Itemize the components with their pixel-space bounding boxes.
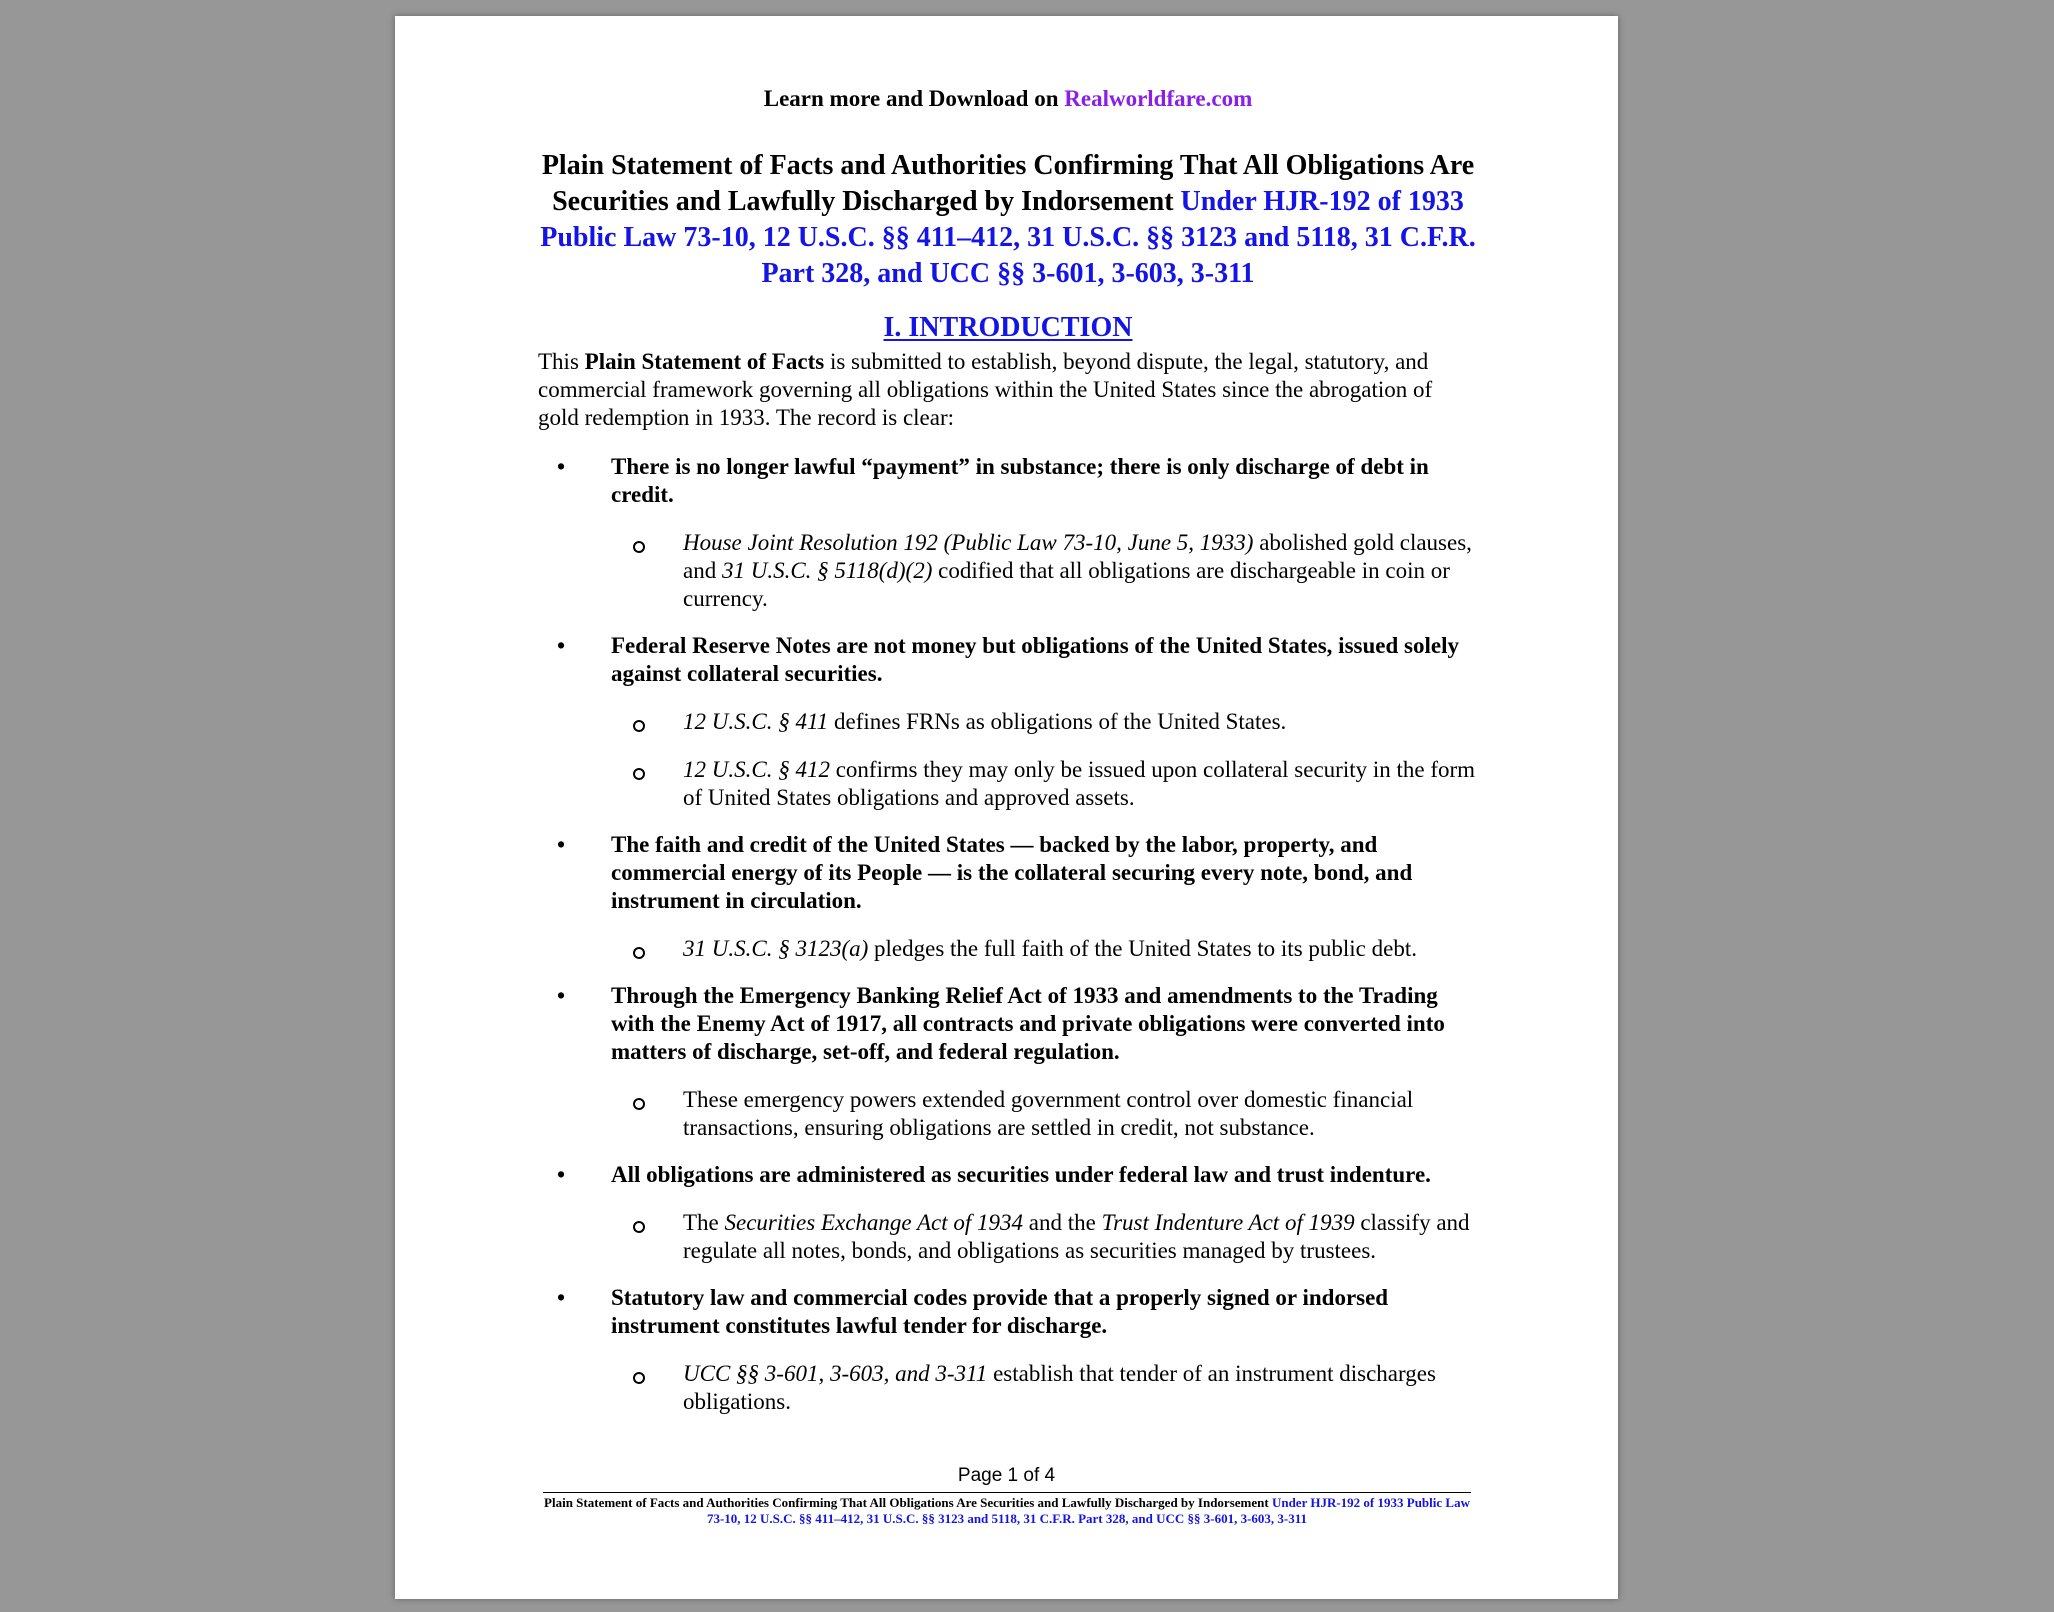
- authority-text: confirms they may only be issued upon collateral security in the form of United States obligations and approved assets.: [683, 757, 1476, 810]
- document-title: [538, 148, 1478, 292]
- facts-list: [538, 453, 1478, 1416]
- authority-list: [611, 529, 1478, 613]
- bullet-icon: •: [557, 454, 566, 479]
- download-banner: [538, 84, 1478, 114]
- authority-text: establish that tender of an instrument discharges obligations.: [683, 1361, 1436, 1414]
- citation: 12 U.S.C. § 411: [683, 709, 829, 734]
- authority-list: [611, 708, 1478, 812]
- list-item: [538, 453, 1478, 613]
- document-title-main: Plain Statement of Facts and Authorities Confirming That All Obligations Are Securities and Lawfully Discharged by Indorsement: [541, 150, 1475, 217]
- fact-statement: All obligations are administered as securities under federal law and trust indenture.: [611, 1162, 1431, 1187]
- authority-item: [611, 935, 1478, 963]
- intro-body: is submitted to establish, beyond dispute, the legal, statutory, and commercial framework governing all obligations within the United States since the abrogation of gold redemption in 1933. The record is clear:: [538, 349, 1433, 430]
- fact-statement: There is no longer lawful “payment” in substance; there is only discharge of debt in credit.: [611, 454, 1429, 507]
- list-item: [538, 982, 1478, 1142]
- list-item: [538, 1284, 1478, 1416]
- circle-bullet-icon: [633, 1098, 645, 1110]
- fact-statement: Statutory law and commercial codes provide that a properly signed or indorsed instrument constitutes lawful tender for discharge.: [611, 1285, 1389, 1338]
- authority-list: [611, 1360, 1478, 1416]
- footer-title-main: Plain Statement of Facts and Authorities Confirming That All Obligations Are Securities and Lawfully Discharged by Indorsement: [544, 1495, 1269, 1510]
- authority-item: [611, 756, 1478, 812]
- bullet-icon: •: [557, 1162, 566, 1187]
- document-title-authorities: Under HJR-192 of 1933 Public Law 73-10, 12 U.S.C. §§ 411–412, 31 U.S.C. §§ 3123 and 5118, 31 C.F.R. Part 328, and UCC §§ 3-601, 3-603, 3-311: [540, 186, 1476, 289]
- authority-text: The: [683, 1210, 725, 1235]
- circle-bullet-icon: [633, 1372, 645, 1384]
- authority-item: [611, 1209, 1478, 1265]
- bullet-icon: •: [557, 1285, 566, 1310]
- list-item: [538, 831, 1478, 963]
- citation: Securities Exchange Act of 1934: [724, 1210, 1024, 1235]
- citation: 31 U.S.C. § 5118(d)(2): [721, 558, 933, 583]
- citation: House Joint Resolution 192 (Public Law 73-10, June 5, 1933): [683, 530, 1254, 555]
- fact-statement: The faith and credit of the United States — backed by the labor, property, and commercial energy of its People — is the collateral securing every note, bond, and instrument in circulation.: [611, 832, 1413, 913]
- download-banner-text: Learn more and Download on: [763, 86, 1065, 111]
- authority-text: and the: [1023, 1210, 1102, 1235]
- section-heading-introduction[interactable]: I. INTRODUCTION: [883, 312, 1133, 343]
- circle-bullet-icon: [633, 768, 645, 780]
- citation: 12 U.S.C. § 412: [683, 757, 830, 782]
- list-item: [538, 1161, 1478, 1265]
- citation: 31 U.S.C. § 3123(a): [683, 936, 869, 961]
- intro-paragraph: [538, 348, 1478, 432]
- page-number: Page 1 of 4: [957, 1465, 1056, 1486]
- authority-item: [611, 1360, 1478, 1416]
- authority-item: [611, 529, 1478, 613]
- authority-text: codified that all obligations are dischargeable in coin or currency.: [683, 558, 1450, 611]
- page-content: [538, 84, 1478, 1435]
- fact-statement: Through the Emergency Banking Relief Act of 1933 and amendments to the Trading with the Enemy Act of 1917, all contracts and private obligations were converted into matters of discharge, set-off, and federal regulation.: [611, 983, 1445, 1064]
- authority-list: [611, 1086, 1478, 1142]
- authority-text: pledges the full faith of the United States to its public debt.: [868, 936, 1417, 961]
- intro-prefix: This: [538, 349, 585, 374]
- authority-list: [611, 935, 1478, 963]
- list-item: [538, 632, 1478, 812]
- authority-text: defines FRNs as obligations of the United States.: [828, 709, 1287, 734]
- authority-text: These emergency powers extended government control over domestic financial transactions, ensuring obligations are settled in credit, not substance.: [683, 1087, 1414, 1140]
- circle-bullet-icon: [633, 1221, 645, 1233]
- bullet-icon: •: [557, 983, 566, 1008]
- footer-title-authorities: Under HJR-192 of 1933 Public Law 73-10, 12 U.S.C. §§ 411–412, 31 U.S.C. §§ 3123 and 5118, 31 C.F.R. Part 328, and UCC §§ 3-601, 3-603, 3-311: [706, 1495, 1470, 1526]
- authority-item: [611, 1086, 1478, 1142]
- document-page: [395, 16, 1618, 1599]
- bullet-icon: •: [557, 832, 566, 857]
- circle-bullet-icon: [633, 720, 645, 732]
- authority-text: abolished gold clauses, and: [683, 530, 1472, 583]
- authority-text: classify and regulate all notes, bonds, and obligations as securities managed by trustees.: [683, 1210, 1470, 1263]
- fact-statement: Federal Reserve Notes are not money but obligations of the United States, issued solely against collateral securities.: [611, 633, 1459, 686]
- circle-bullet-icon: [633, 541, 645, 553]
- page-footer: [543, 1495, 1471, 1527]
- bullet-icon: •: [557, 633, 566, 658]
- website-link[interactable]: Realworldfare.com: [1064, 86, 1253, 111]
- circle-bullet-icon: [633, 947, 645, 959]
- footer-divider: [543, 1492, 1471, 1493]
- intro-bold-term: Plain Statement of Facts: [584, 349, 825, 374]
- citation: UCC §§ 3-601, 3-603, and 3-311: [683, 1361, 988, 1386]
- authority-list: [611, 1209, 1478, 1265]
- authority-item: [611, 708, 1478, 736]
- citation: Trust Indenture Act of 1939: [1101, 1210, 1355, 1235]
